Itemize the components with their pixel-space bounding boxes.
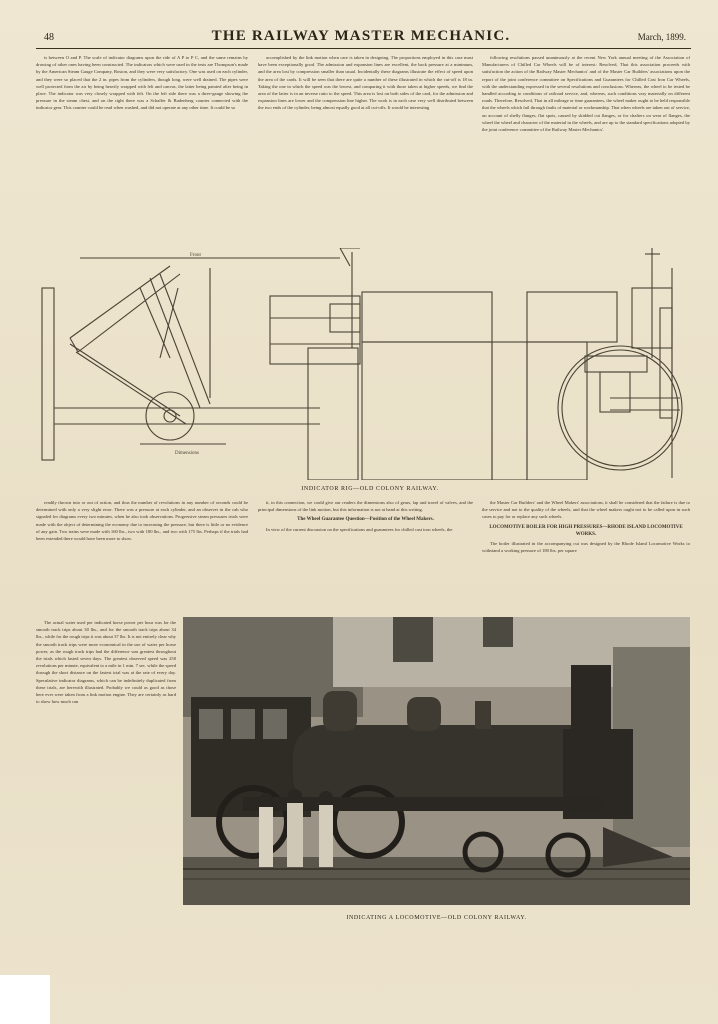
- page-number: 48: [44, 32, 54, 43]
- top-column-2: [258, 54, 473, 236]
- page-header: [36, 28, 686, 48]
- section-heading: The Wheel Guarantee Question—Position of the Wheel Makers.: [297, 517, 434, 523]
- photo-caption: INDICATING A LOCOMOTIVE—OLD COLONY RAILWAY.: [346, 915, 527, 921]
- middle-column-2: [258, 499, 473, 617]
- drawing-label: Dimensions: [175, 451, 199, 456]
- issue-date: March, 1899.: [637, 32, 686, 42]
- section-heading: LOCOMOTIVE BOILER FOR HIGH PRESSURES—RHODE ISLAND LOCOMOTIVE WORKS.: [489, 524, 683, 537]
- paragraph: is between O and P. The scale of indicator diagrams upon the ride of A P to P C, and the same remains by drawing of other ones having been constructed. The indicators which were used in the tests are Thompson's made by the American Steam Gauge Company, Boston, and they were very satisfactory. One was used on each cylinder, and they were so placed that the 2 in. pipes from the cylinders, though long, were well drained. The pipes were well protected from the air by being heavily wrapped with felt and canvas, the latter being painted after being in place. The indicator was very closely wrapped with felt. On the left side there was a three-gauge showing the pressure in the steam chest, and on the right there was a Schaffer & Budenberg counter connected with the indicator gear. This counter could be read when washed, and did not operate at any other time. It could be so: [36, 55, 248, 111]
- top-column-1: [36, 54, 248, 236]
- paragraph: accomplished by the link motion when care is taken in designing. The proportions employed in this case must have been exceptionally good. The admission and expansion lines are excellent, the back pressure at a minimum, and the area lost by compression smaller than usual. Incidentally these diagrams illustrate the effect of speed upon the area of the cards. It will be seen that there are quite a number of these illustrated in which the cut-off is 18 in. Taking the one in which the speed was the lowest, and comparing it with those taken at higher speeds, we find the area of the latter is in an inverse ratio to the speed. This area is lost on both sides of the card, for the admission and expansion lines are lower and the compression line higher. The work is in each case very well distributed between the two ends of the cylinder, being almost equally good at all cut-offs. It would be interesting: [258, 55, 473, 111]
- journal-title: THE RAILWAY MASTER MECHANIC.: [211, 28, 511, 44]
- paragraph: following resolutions passed unanimously at the recent New York annual meeting of the Association of Manufacturers of Chilled Car Wheels will be of interest: Resolved, That this association proceeds with satisfaction the action of the Railway Master Mechanics' and of the Master Car Builders' associations upon the report of the joint conference committee on Specifications and Guarantees for Chilled Cast Iron Car Wheels, with the understanding expressed in the several resolutions and conclusions. Whereas, the wheel to be tested be handled according to conditions of railroad service, and, whereas, such conditions vary materially on different roads. Therefore, Resolved, That in all mileage or time guarantees, the wheel maker ought to be held responsible that the wheels which fail through faults of material or workmanship. That when wheels are taken out of service, on account of shelly flanges, flat spots, caused by skidded cut flanges, or for chafters on wear of flanges, the wheel the wheel and character of the material in the wheels, and are up to the standard specifications adopted by the joint conference committee of the Railway Master Mechanics'.: [482, 55, 690, 133]
- paragraph: In view of the current discussion on the specifications and guarantees for chilled cast iron wheels, the: [266, 526, 453, 532]
- middle-column-1: [36, 499, 248, 617]
- drawing-label: Front: [190, 253, 201, 258]
- locomotive-illustration: [183, 617, 690, 905]
- middle-column-3: [482, 499, 690, 617]
- paragraph: it, in this connection, we could give our readers the dimensions also of gears, lap and travel of valves, and the principal dimensions of the link motion, but this information is not at hand at this writing.: [258, 500, 473, 513]
- left-lower-column: [36, 619, 176, 925]
- engineering-drawing: [40, 248, 690, 480]
- paragraph: The boiler illustrated in the accompanying cut was designed by the Rhode Island Locomotive Works to withstand a working pressure of 180 lbs. per square: [482, 541, 690, 554]
- paragraph: readily thrown into or out of action, and thus the number of revolutions in any number of seconds could be determined with only a very slight error. There was a pressure at each cylinder, and an observer in the cab who signaled for diagrams every two minutes, when he also took observations. Progressive steam pressures trials were made with the object of determining the economy due to increasing the pressure, but there is little or no evidence of any gain. Two trains were made with 160 lbs., two with 180 lbs., and two with 175 lbs. Perhaps if the trials had been extended there would have been more to show.: [36, 500, 248, 542]
- locomotive-photo: [183, 617, 690, 905]
- figure-caption: INDICATOR RIG—OLD COLONY RAILWAY.: [301, 486, 439, 492]
- header-rule: [36, 48, 691, 49]
- top-column-3: [482, 54, 690, 236]
- paragraph: the Master Car Builders' and the Wheel Makers' associations, it shall be considered that the failure is due to the service and not to the quality of the wheels, and that the wheel makers ought not to be called upon in such cases to pay for or replace any such wheels.: [482, 500, 690, 520]
- indicator-rig-drawing: [40, 248, 690, 480]
- paragraph: The actual water used per indicated horse power per hour was for the smooth track trips about 30 lbs., and for the smooth track trips about 34 lbs., while for the rough trips it was about 37 lbs. It is not entirely clear why the smooth track trips were more economical in the use of water per horse power, as the rough track trips had the difference was greatest throughout the trials which lasted seven days. The greatest observed speed was 250 revolutions per minute, equivalent to a mile in 1 min. 7 sec. while the speed through the short distance on the fastest trial was at the rate of every day. Speculative indicator diagrams, which can be indefinitely duplicated from these trials, are herewith illustrated. Probably we could as good as those here ever were taken from a link motion engine. They are certainly as hard to show how much can: [36, 620, 176, 705]
- page-corner-blank: [0, 975, 50, 1024]
